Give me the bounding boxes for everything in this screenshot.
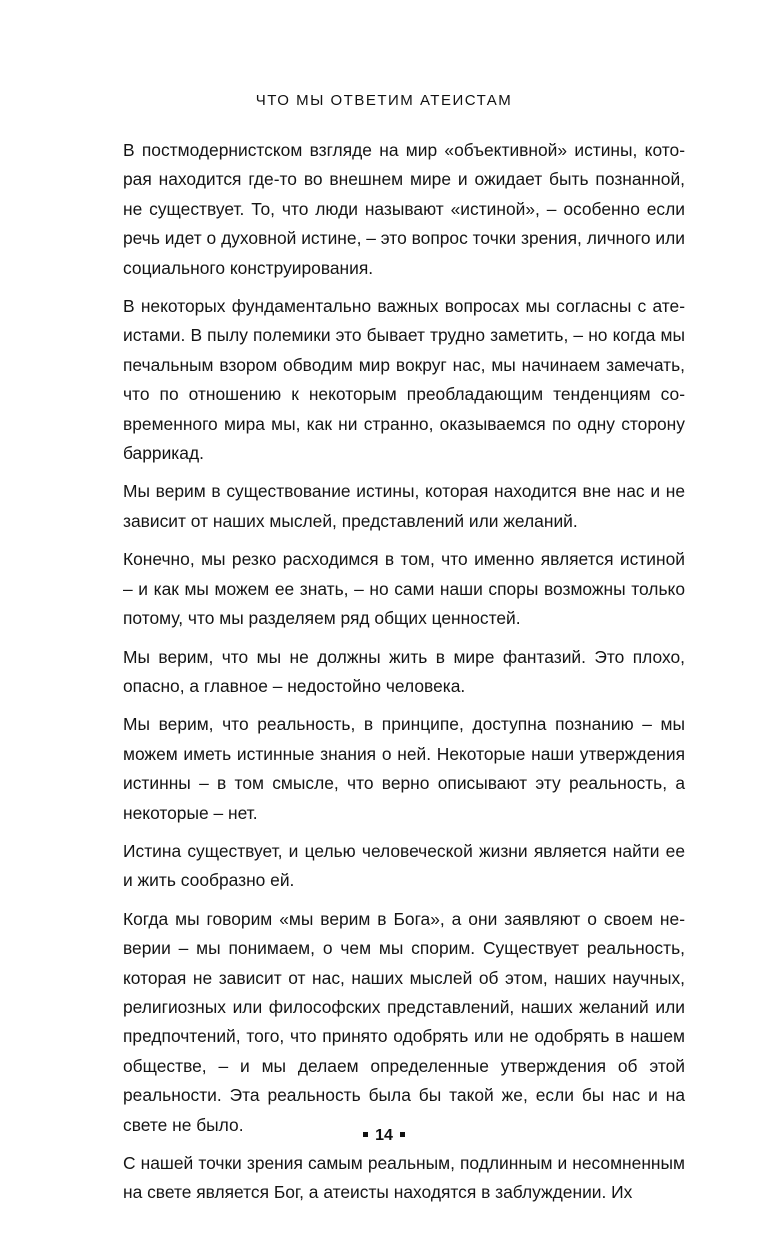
paragraph: В постмодернистском взгляде на мир «объективной» истины, которая находится где-то во внешнем мире и ожидает быть познанной, не существует. То, что люди называют «истиной», – особенно если речь идет о духовной истине, – это вопрос точки зрения, личного или социального конструирования. [123, 140, 685, 278]
paragraph: Мы верим в существование истины, которая находится вне нас и не зависит от наших мыслей, представлений или желаний. [123, 481, 685, 531]
paragraph: Когда мы говорим «мы верим в Бога», а они заявляют о своем неверии – мы понимаем, о чем мы спорим. Существует реальность, которая не зависит от нас, наших мыслей об этом, наших научных, религиозных или философских представлений, наших желаний или предпочтений, того, что принято одобрять или не одобрять в нашем обществе, – и мы делаем определенные утверждения об этой реальности. Эта реальность была бы такой же, если бы нас и на свете не было. [123, 908, 685, 1135]
running-title: ЧТО МЫ ОТВЕТИМ АТЕИСТАМ [255, 92, 513, 109]
paragraph: Мы верим, что реальность, в принципе, доступна познанию – мы можем иметь истинные знания о ней. Некоторые наши утверждения истинны – в том смысле, что верно описывают эту реальность, а некоторые – нет. [123, 714, 685, 823]
main-text [123, 136, 685, 1208]
paragraph: Истина существует, и целью человеческой жизни является найти ее и жить сообразно ей. [123, 840, 685, 891]
paragraph: В некоторых фундаментально важных вопросах мы согласны с атеистами. В пылу полемики это бывает трудно заметить, – но когда мы печальным взором обводим мир вокруг нас, мы начинаем замечать, что по отношению к некоторым преобладающим тенденциям современного мира мы, как ни странно, оказываемся по одну сторону баррикад. [123, 296, 685, 464]
page-number-footer [0, 1127, 768, 1145]
paragraph: Конечно, мы резко расходимся в том, что именно является истиной – и как мы можем ее знать, – но сами наши споры возможны только потому, что мы разделяем ряд общих ценностей. [123, 549, 685, 629]
page-number: 14 [375, 1127, 393, 1144]
square-bullet-icon [363, 1132, 368, 1137]
paragraph: С нашей точки зрения самым реальным, подлинным и несомненным на свете является Бог, а атеисты находятся в заблуждении. Их [123, 1153, 685, 1203]
paragraph: Мы верим, что мы не должны жить в мире фантазий. Это плохо, опасно, а главное – недостойно человека. [123, 646, 685, 696]
square-bullet-icon [400, 1132, 405, 1137]
